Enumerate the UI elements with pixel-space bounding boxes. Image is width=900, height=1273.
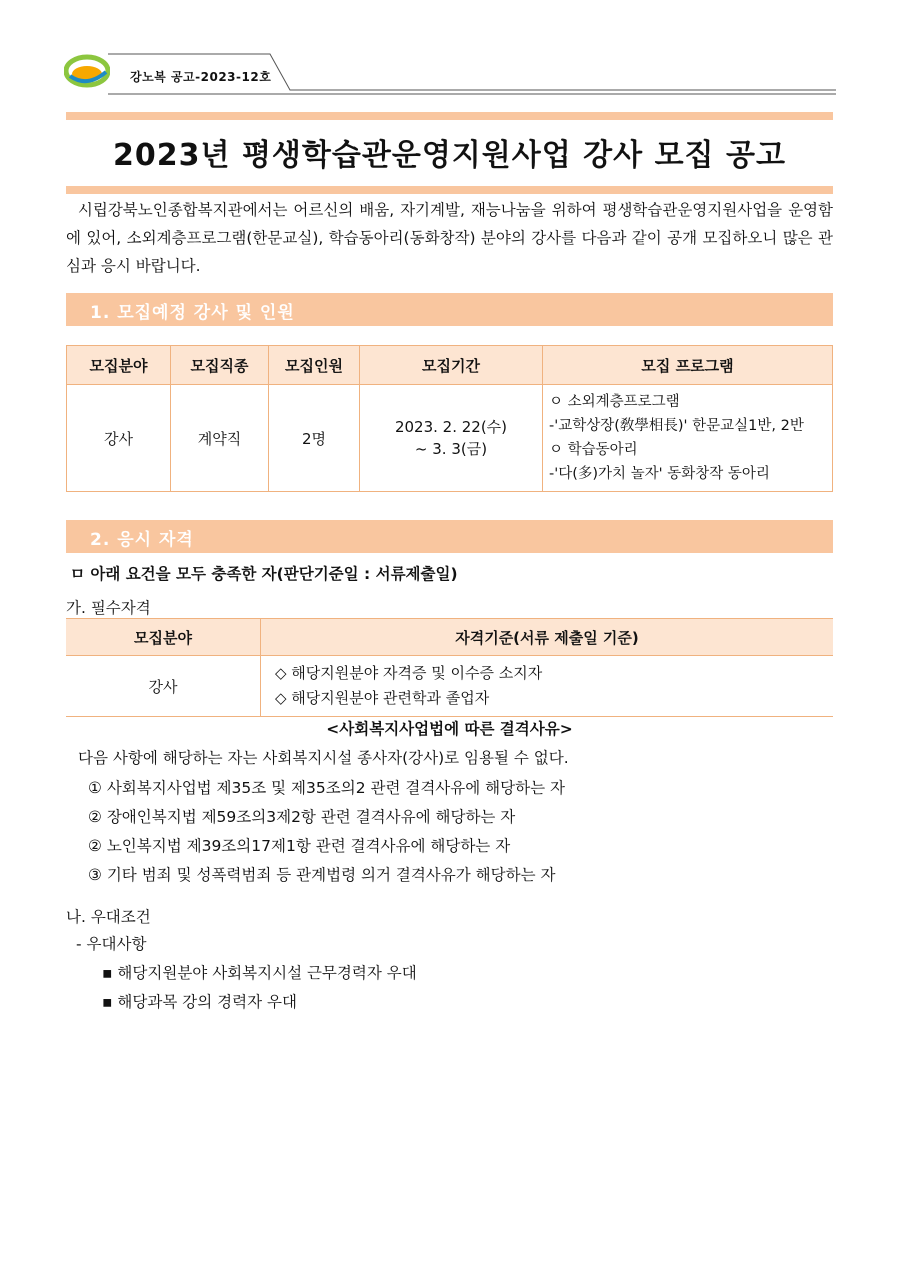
required-qualification-heading: 가. 필수자격 [66,599,151,617]
period-end: ~ 3. 3(금) [414,440,488,458]
program-line: ㅇ 소외계층프로그램 [549,394,680,410]
disqualification-title: <사회복지사업법에 따른 결격사유> [326,720,573,738]
disqualification-intro: 다음 사항에 해당하는 자는 사회복지시설 종사자(강사)로 임용될 수 없다. [78,749,569,767]
title-top-bar [66,112,833,120]
recruitment-table [66,345,833,492]
col-header-count: 모집인원 [269,346,360,385]
criteria-item: ◇ 해당지원분야 관련학과 졸업자 [275,689,490,707]
preference-heading: 나. 우대조건 [66,908,151,926]
header-rule [0,0,900,110]
period-start: 2023. 2. 22(수) [394,418,508,436]
section-2-heading-bar [66,520,833,553]
col-header-program: 모집 프로그램 [543,346,833,385]
disqualification-item: ② 노인복지법 제39조의17제1항 관련 결격사유에 해당하는 자 [88,837,511,855]
intro-paragraph: 시립강북노인종합복지관에서는 어르신의 배움, 자기계발, 재능나눔을 위하여 평생학습관운영지원사업을 운영함에 있어, 소외계층프로그램(한문교실), 학습동아리(동화창작) 분야의 강사를 다음과 같이 공개 모집하오니 많은 관심과 응시 바랍니다. [66,201,834,275]
col-header-criteria: 자격기준(서류 제출일 기준) [261,619,834,656]
preference-item: ▪ 해당지원분야 사회복지시설 근무경력자 우대 [102,964,417,982]
criteria-item: ◇ 해당지원분야 자격증 및 이수증 소지자 [275,664,543,682]
page-title: 2023년 평생학습관운영지원사업 강사 모집 공고 [113,138,786,173]
requirement-heading: ㅁ 아래 요건을 모두 충족한 자(판단기준일 : 서류제출일) [70,565,458,583]
cell-criteria [261,656,834,717]
cell-period [360,385,543,492]
disqualification-item: ② 장애인복지법 제59조의3제2항 관련 결격사유에 해당하는 자 [88,808,516,826]
cell-count: 2명 [269,385,360,492]
cell-job: 계약직 [171,385,269,492]
section-2-heading: 2. 응시 자격 [90,530,194,550]
table-row [67,385,833,492]
cell-field: 강사 [66,656,261,717]
program-line: ㅇ 학습동아리 [549,442,638,458]
qualification-table [66,618,833,717]
document-number: 강노복 공고-2023-12호 [130,70,272,84]
col-header-period: 모집기간 [360,346,543,385]
preference-subheading: - 우대사항 [76,935,147,953]
col-header-job: 모집직종 [171,346,269,385]
section-1-heading-bar [66,293,833,326]
disqualification-item: ① 사회복지사업법 제35조 및 제35조의2 관련 결격사유에 해당하는 자 [88,779,565,797]
preference-item: ▪ 해당과목 강의 경력자 우대 [102,993,297,1011]
col-header-field: 모집분야 [66,619,261,656]
col-header-field: 모집분야 [67,346,171,385]
title-bottom-bar [66,186,833,194]
program-line: -'다(多)가치 놀자' 동화창작 동아리 [549,466,770,482]
disqualification-item: ③ 기타 범죄 및 성폭력범죄 등 관계법령 의거 결격사유가 해당하는 자 [88,866,556,884]
program-line: -'교학상장(敎學相長)' 한문교실1반, 2반 [549,418,804,434]
cell-program [543,385,833,492]
table-row [66,656,833,717]
section-1-heading: 1. 모집예정 강사 및 인원 [90,303,295,323]
cell-field: 강사 [67,385,171,492]
